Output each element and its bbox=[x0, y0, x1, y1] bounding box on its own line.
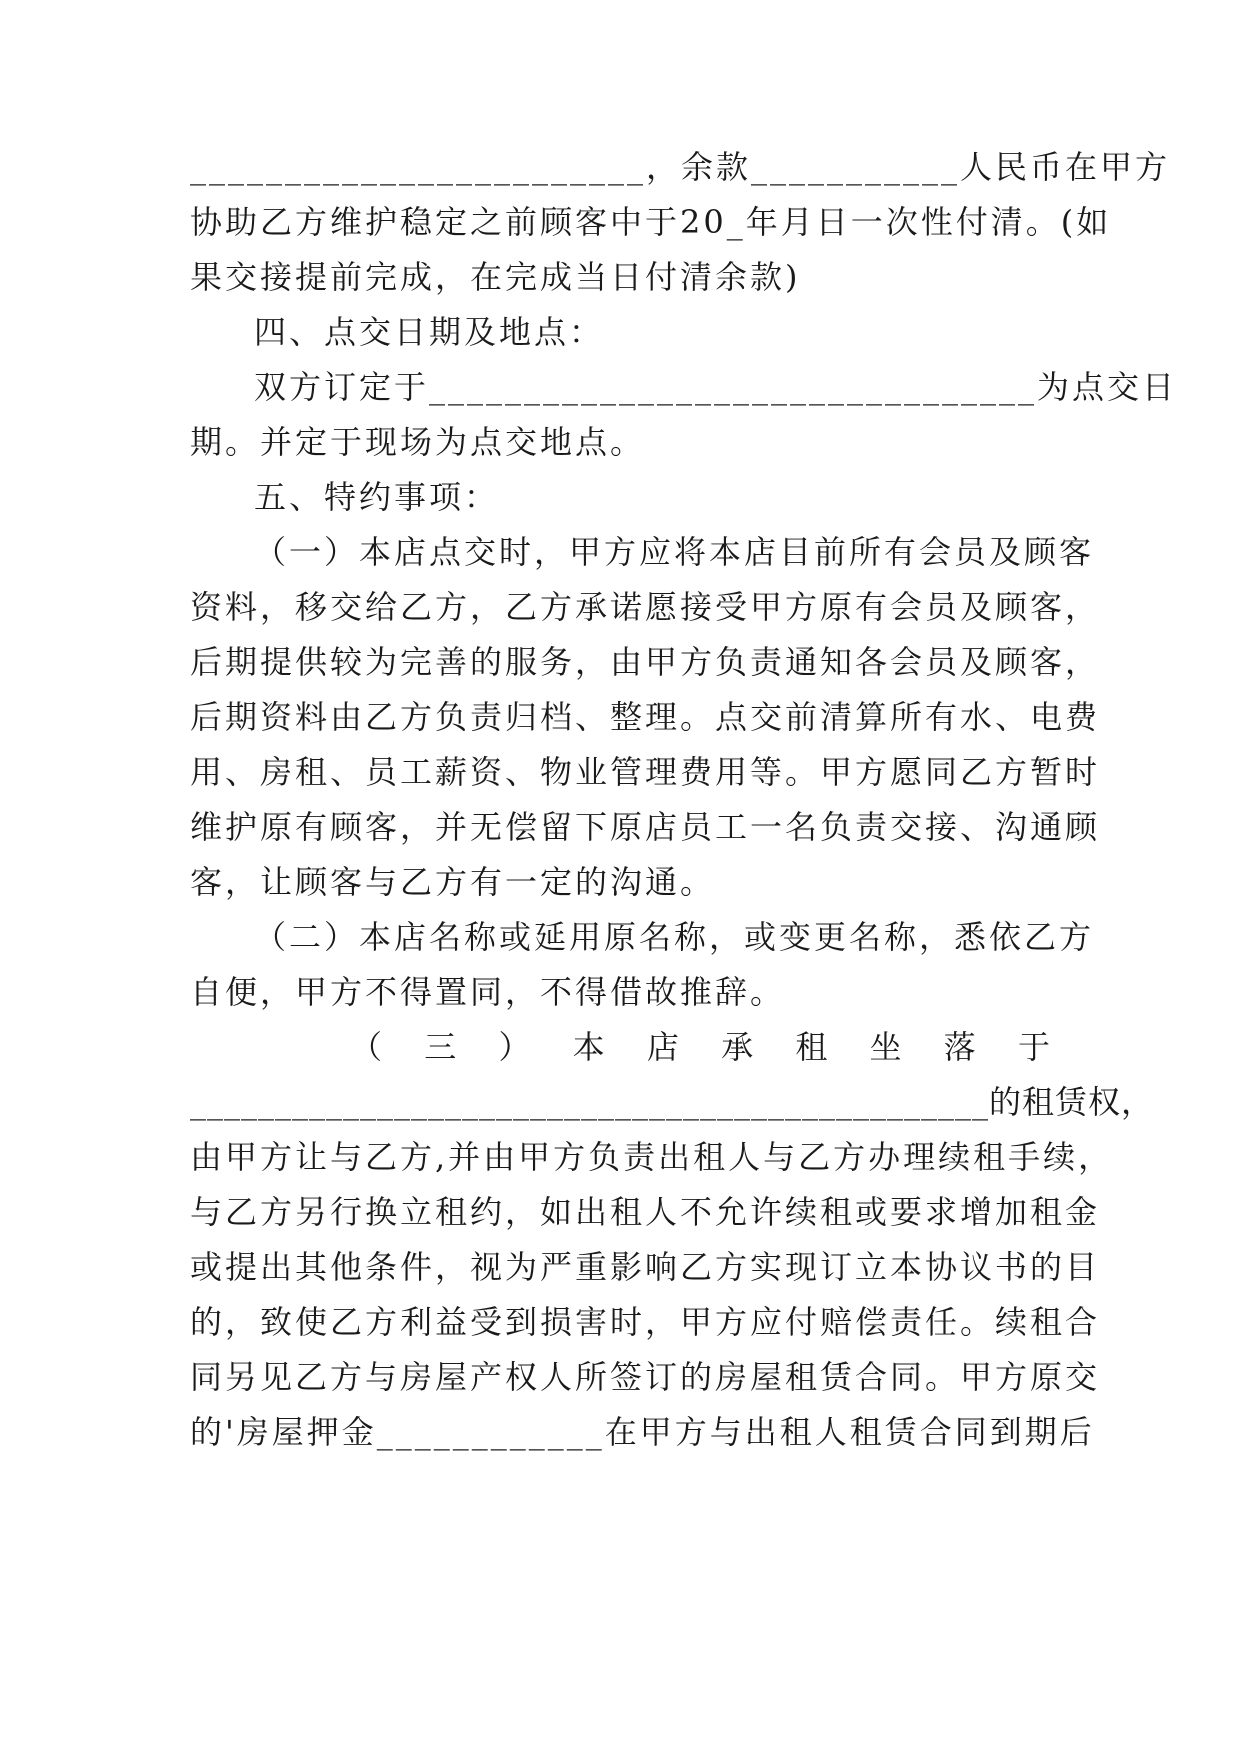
spaced-char: 租 bbox=[795, 1028, 828, 1066]
spaced-char: 承 bbox=[721, 1028, 754, 1066]
section-heading-5: 五、特约事项： bbox=[254, 478, 500, 516]
spaced-char: （ bbox=[350, 1028, 383, 1066]
text-line-16: 自便，甲方不得置同，不得借故推辞。 bbox=[190, 973, 786, 1011]
text-line-6: 期。并定于现场为点交地点。 bbox=[190, 423, 646, 461]
text-line-18: _______________________________________________的租赁权， bbox=[190, 1083, 1155, 1121]
spaced-char: 本 bbox=[572, 1028, 605, 1066]
text-line-14: 客，让顾客与乙方有一定的沟通。 bbox=[190, 863, 716, 901]
text-line-1: ________________________，余款___________人民币在甲方 bbox=[190, 148, 1171, 186]
text-line-21: 或提出其他条件，视为严重影响乙方实现订立本协议书的目 bbox=[190, 1248, 1101, 1286]
text-line-9: 资料，移交给乙方，乙方承诺愿接受甲方原有会员及顾客， bbox=[190, 588, 1101, 626]
text-line-2: 协助乙方维护稳定之前顾客中于20_年月日一次性付清。(如 bbox=[190, 203, 1112, 241]
text-line-24: 的'房屋押金____________在甲方与出租人租赁合同到期后 bbox=[190, 1413, 1095, 1451]
spaced-char: 落 bbox=[943, 1028, 976, 1066]
section-heading-4: 四、点交日期及地点： bbox=[254, 313, 605, 351]
spaced-char: ） bbox=[498, 1028, 531, 1066]
text-line-12: 用、房租、员工薪资、物业管理费用等。甲方愿同乙方暂时 bbox=[190, 753, 1101, 791]
spaced-char: 坐 bbox=[869, 1028, 902, 1066]
text-line-22: 的，致使乙方利益受到损害时，甲方应付赔偿责任。续租合 bbox=[190, 1303, 1101, 1341]
text-line-8: （一）本店点交时，甲方应将本店目前所有会员及顾客 bbox=[254, 533, 1095, 571]
spaced-clause-line bbox=[350, 1017, 1050, 1077]
spaced-char: 于 bbox=[1017, 1028, 1050, 1066]
text-line-13: 维护原有顾客，并无偿留下原店员工一名负责交接、沟通顾 bbox=[190, 808, 1101, 846]
text-line-15: （二）本店名称或延用原名称，或变更名称，悉依乙方 bbox=[254, 918, 1095, 956]
text-line-20: 与乙方另行换立租约，如出租人不允许续租或要求增加租金 bbox=[190, 1193, 1101, 1231]
text-line-3: 果交接提前完成，在完成当日付清余款) bbox=[190, 258, 801, 296]
text-line-10: 后期提供较为完善的服务，由甲方负责通知各会员及顾客， bbox=[190, 643, 1101, 681]
spaced-char: 三 bbox=[424, 1028, 457, 1066]
text-line-5: 双方订定于________________________________为点交日 bbox=[254, 368, 1178, 406]
text-line-23: 同另见乙方与房屋产权人所签订的房屋租赁合同。甲方原交 bbox=[190, 1358, 1101, 1396]
text-line-19: 由甲方让与乙方,并由甲方负责出租人与乙方办理续租手续， bbox=[190, 1138, 1114, 1176]
text-line-11: 后期资料由乙方负责归档、整理。点交前清算所有水、电费 bbox=[190, 698, 1101, 736]
spaced-char: 店 bbox=[646, 1028, 679, 1066]
